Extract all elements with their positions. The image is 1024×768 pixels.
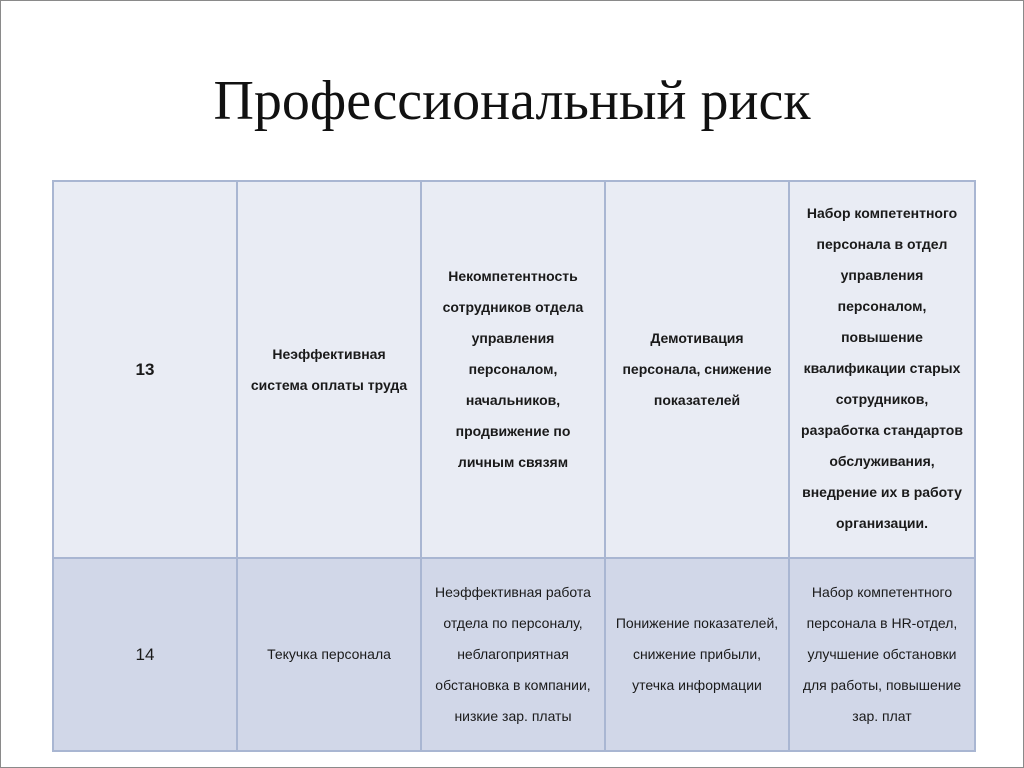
risk-cell	[421, 558, 605, 751]
measures-cell	[789, 181, 975, 558]
consequence-cell	[605, 181, 789, 558]
consequence-cell	[605, 558, 789, 751]
cause-cell	[237, 181, 421, 558]
slide-title: Профессиональный риск	[213, 70, 811, 132]
table-row	[53, 181, 975, 558]
row-number: 14	[135, 645, 155, 664]
cause-cell	[237, 558, 421, 751]
risk-table	[52, 180, 976, 752]
row-number-cell	[53, 558, 237, 751]
cause-text: Текучка персонала	[267, 646, 391, 662]
measures-text: Набор компетентного персонала в HR-отдел, улучшение обстановки для работы, повышение зар. плат	[802, 584, 962, 724]
row-number: 13	[135, 360, 155, 379]
measures-text: Набор компетентного персонала в отдел управления персоналом, повышение квалификации старых сотрудников, разработка стандартов обслуживания, внедрение их в работу организации.	[801, 205, 963, 531]
row-number-cell	[53, 181, 237, 558]
cause-text: Неэффективная система оплаты труда	[250, 345, 408, 393]
consequence-text: Демотивация персонала, снижение показателей	[622, 330, 772, 408]
risk-text: Неэффективная работа отдела по персоналу, неблагоприятная обстановка в компании, низкие зар. платы	[435, 584, 591, 724]
measures-cell	[789, 558, 975, 751]
table-row	[53, 558, 975, 751]
risk-cell	[421, 181, 605, 558]
risk-text: Некомпетентность сотрудников отдела управления персоналом, начальников, продвижение по личным связям	[442, 268, 584, 470]
consequence-text: Понижение показателей, снижение прибыли, утечка информации	[615, 615, 779, 693]
